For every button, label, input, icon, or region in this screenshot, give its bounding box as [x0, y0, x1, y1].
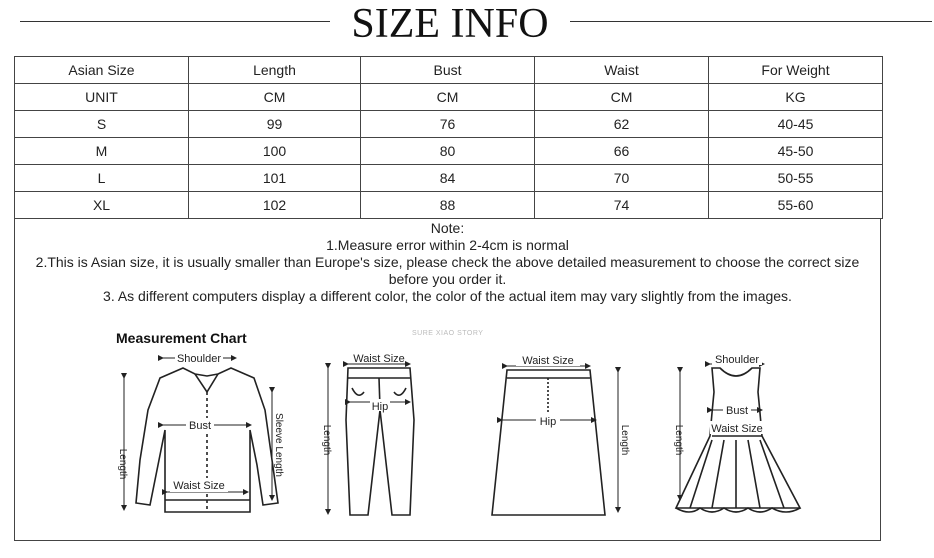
measurement-chart-title: Measurement Chart	[116, 330, 247, 346]
pants-waist-label: Waist Size	[353, 353, 405, 365]
dress-shoulder-label: Shoulder	[714, 354, 760, 366]
column-header: Length	[189, 57, 361, 84]
note-line: 3. As different computers display a different color, the color of the actual item may vary slightly from the images.	[103, 288, 792, 304]
waist-cell: 74	[535, 192, 709, 219]
pants-hip-label: Hip	[371, 401, 389, 413]
length-cell: 99	[189, 111, 361, 138]
skirt-dimensions	[502, 366, 618, 512]
size-cell: L	[15, 165, 189, 192]
skirt-length-label: Length	[619, 424, 630, 456]
notes-heading: Note:	[430, 220, 465, 236]
waist-cell: 62	[535, 111, 709, 138]
size-cell: XL	[15, 192, 189, 219]
note-line: 2.This is Asian size, it is usually smaller than Europe's size, please check the above detailed measurement to choose the correct size before you order it.	[35, 254, 860, 287]
weight-cell: 45-50	[709, 138, 883, 165]
dress-length-label: Length	[673, 424, 684, 456]
shirt-shoulder-label: Shoulder	[176, 353, 222, 365]
unit-cell: UNIT	[15, 84, 189, 111]
unit-cell: CM	[361, 84, 535, 111]
dress-illustration	[676, 368, 800, 512]
unit-cell: KG	[709, 84, 883, 111]
pants-illustration	[346, 368, 414, 515]
weight-cell: 40-45	[709, 111, 883, 138]
bust-cell: 80	[361, 138, 535, 165]
bust-cell: 76	[361, 111, 535, 138]
unit-cell: CM	[189, 84, 361, 111]
weight-cell: 50-55	[709, 165, 883, 192]
dress-waist-label: Waist Size	[711, 423, 763, 435]
bust-cell: 84	[361, 165, 535, 192]
unit-cell: CM	[535, 84, 709, 111]
skirt-hip-label: Hip	[539, 416, 557, 428]
column-header: Asian Size	[15, 57, 189, 84]
skirt-waist-label: Waist Size	[522, 355, 574, 367]
dress-bust-label: Bust	[725, 405, 749, 417]
shirt-waist-label: Waist Size	[173, 480, 225, 492]
weight-cell: 55-60	[709, 192, 883, 219]
shirt-length-label: Length	[117, 448, 128, 480]
length-cell: 101	[189, 165, 361, 192]
watermark: SURE XIAO STORY	[412, 330, 484, 337]
page-title: SIZE INFO	[351, 1, 549, 47]
skirt-illustration	[492, 370, 605, 515]
length-cell: 102	[189, 192, 361, 219]
pants-length-label: Length	[321, 424, 332, 456]
bust-cell: 88	[361, 192, 535, 219]
length-cell: 100	[189, 138, 361, 165]
size-cell: S	[15, 111, 189, 138]
column-header: For Weight	[709, 57, 883, 84]
column-header: Waist	[535, 57, 709, 84]
note-line: 1.Measure error within 2-4cm is normal	[326, 237, 569, 253]
pants-dimensions	[328, 364, 410, 514]
waist-cell: 70	[535, 165, 709, 192]
size-cell: M	[15, 138, 189, 165]
waist-cell: 66	[535, 138, 709, 165]
shirt-bust-label: Bust	[188, 420, 212, 432]
column-header: Bust	[361, 57, 535, 84]
shirt-sleeve-label: Sleeve Length	[273, 413, 284, 477]
